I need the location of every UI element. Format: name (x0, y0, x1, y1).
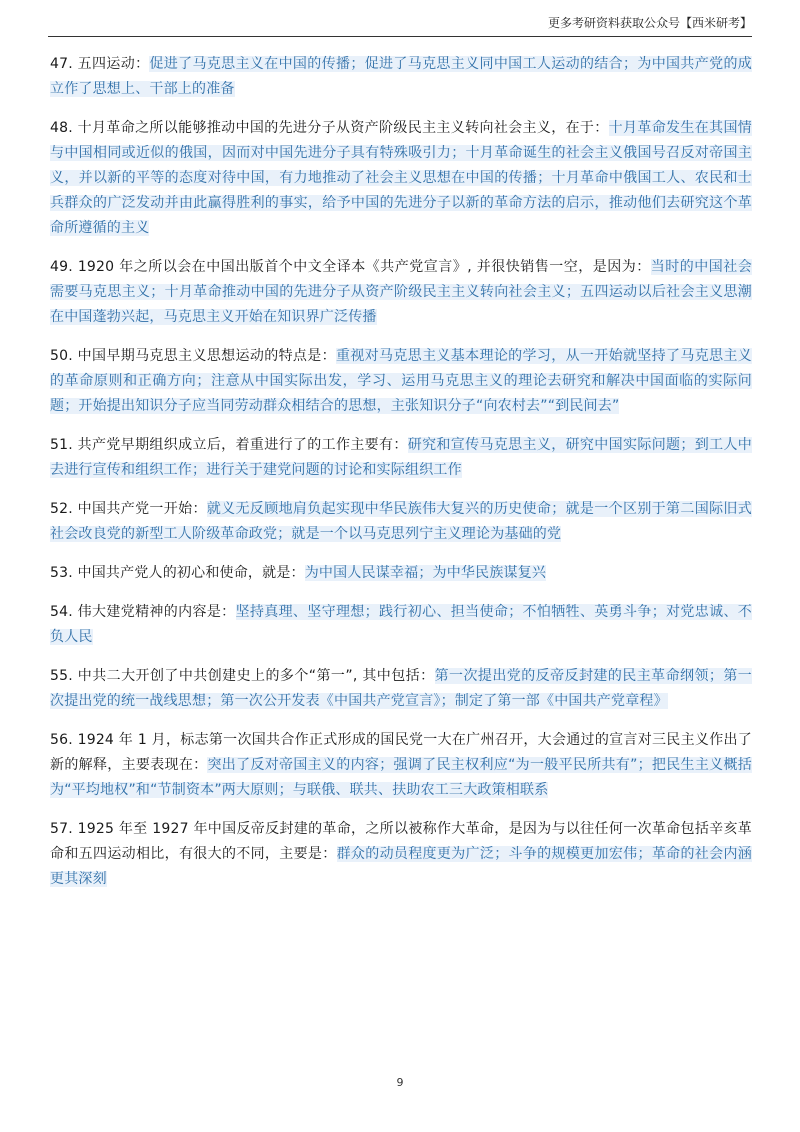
page-number: 9 (396, 1076, 404, 1089)
qa-item-53 (50, 561, 752, 586)
answer: 当时的中国社会需要马克思主义；十月革命推动中国的先进分子从资产阶级民主主义转向社会主义；五四运动以后社会主义思潮在中国蓬勃兴起，马克思主义开始在知识界广泛传播 (50, 259, 752, 325)
question: 57. 1925 年至 1927 年中国反帝反封建的革命，之所以被称作大革命，是因为与以往任何一次革命包括辛亥革命和五四运动相比，有很大的不同，主要是： (50, 821, 752, 862)
answer: 坚持真理、坚守理想；践行初心、担当使命；不怕牺牲、英勇斗争；对党忠诚、不负人民 (50, 604, 752, 645)
qa-item-47 (50, 52, 752, 102)
answer: 促进了马克思主义在中国的传播；促进了马克思主义同中国工人运动的结合；为中国共产党的成立作了思想上、干部上的准备 (50, 56, 752, 97)
qa-item-48 (50, 116, 752, 241)
qa-item-55 (50, 664, 752, 714)
qa-item-52 (50, 497, 752, 547)
qa-item-49 (50, 255, 752, 330)
answer: 为中国人民谋幸福；为中华民族谋复兴 (304, 565, 547, 581)
question: 56. 1924 年 1 月，标志第一次国共合作正式形成的国民党一大在广州召开，大会通过的宣言对三民主义作出了新的解释，主要表现在： (50, 732, 752, 773)
question: 49. 1920 年之所以会在中国出版首个中文全译本《共产党宣言》, 并很快销售一空，是因为： (50, 259, 651, 275)
answer: 重视对马克思主义基本理论的学习，从一开始就坚持了马克思主义的革命原则和正确方向；注意从中国实际出发，学习、运用马克思主义的理论去研究和解决中国面临的实际问题；开始提出知识分子应当同劳动群众相结合的思想，主张知识分子“向农村去”“到民间去” (50, 348, 752, 414)
qa-item-51 (50, 433, 752, 483)
answer: 十月革命发生在其国情与中国相同或近似的俄国，因而对中国先进分子具有特殊吸引力；十月革命诞生的社会主义俄国号召反对帝国主义，并以新的平等的态度对待中国，有力地推动了社会主义思想在中国的传播；十月革命中俄国工人、农民和士兵群众的广泛发动并由此赢得胜利的事实，给予中国的先进分子以新的革命方法的启示，推动他们去研究这个革命所遵循的主义 (50, 120, 752, 236)
qa-list (50, 52, 752, 906)
question: 47. 五四运动： (50, 56, 150, 72)
question: 54. 伟大建党精神的内容是： (50, 604, 236, 620)
question: 55. 中共二大开创了中共创建史上的多个“第一”, 其中包括： (50, 668, 435, 684)
question: 51. 共产党早期组织成立后，着重进行了的工作主要有： (50, 437, 408, 453)
page-header (48, 12, 752, 37)
question: 52. 中国共产党一开始： (50, 501, 207, 517)
question: 53. 中国共产党人的初心和使命，就是： (50, 565, 305, 581)
answer: 群众的动员程度更为广泛；斗争的规模更加宏伟；革命的社会内涵更其深刻 (50, 846, 752, 887)
header-text: 更多考研资料获取公众号【西米研考】 (547, 16, 752, 30)
qa-item-57 (50, 817, 752, 892)
qa-item-54 (50, 600, 752, 650)
answer: 就义无反顾地肩负起实现中华民族伟大复兴的历史使命；就是一个区别于第二国际旧式社会改良党的新型工人阶级革命政党；就是一个以马克思列宁主义理论为基础的党 (50, 501, 752, 542)
question: 48. 十月革命之所以能够推动中国的先进分子从资产阶级民主主义转向社会主义，在于： (50, 120, 609, 136)
answer: 第一次提出党的反帝反封建的民主革命纲领；第一次提出党的统一战线思想；第一次公开发表《中国共产党宣言》；制定了第一部《中国共产党章程》 (50, 668, 752, 709)
qa-item-56 (50, 728, 752, 803)
question: 50. 中国早期马克思主义思想运动的特点是： (50, 348, 336, 364)
answer: 突出了反对帝国主义的内容；强调了民主权利应“为一般平民所共有”；把民生主义概括为“平均地权”和“节制资本”两大原则；与联俄、联共、扶助农工三大政策相联系 (50, 757, 752, 798)
answer: 研究和宣传马克思主义，研究中国实际问题；到工人中去进行宣传和组织工作；进行关于建党问题的讨论和实际组织工作 (50, 437, 752, 478)
qa-item-50 (50, 344, 752, 419)
